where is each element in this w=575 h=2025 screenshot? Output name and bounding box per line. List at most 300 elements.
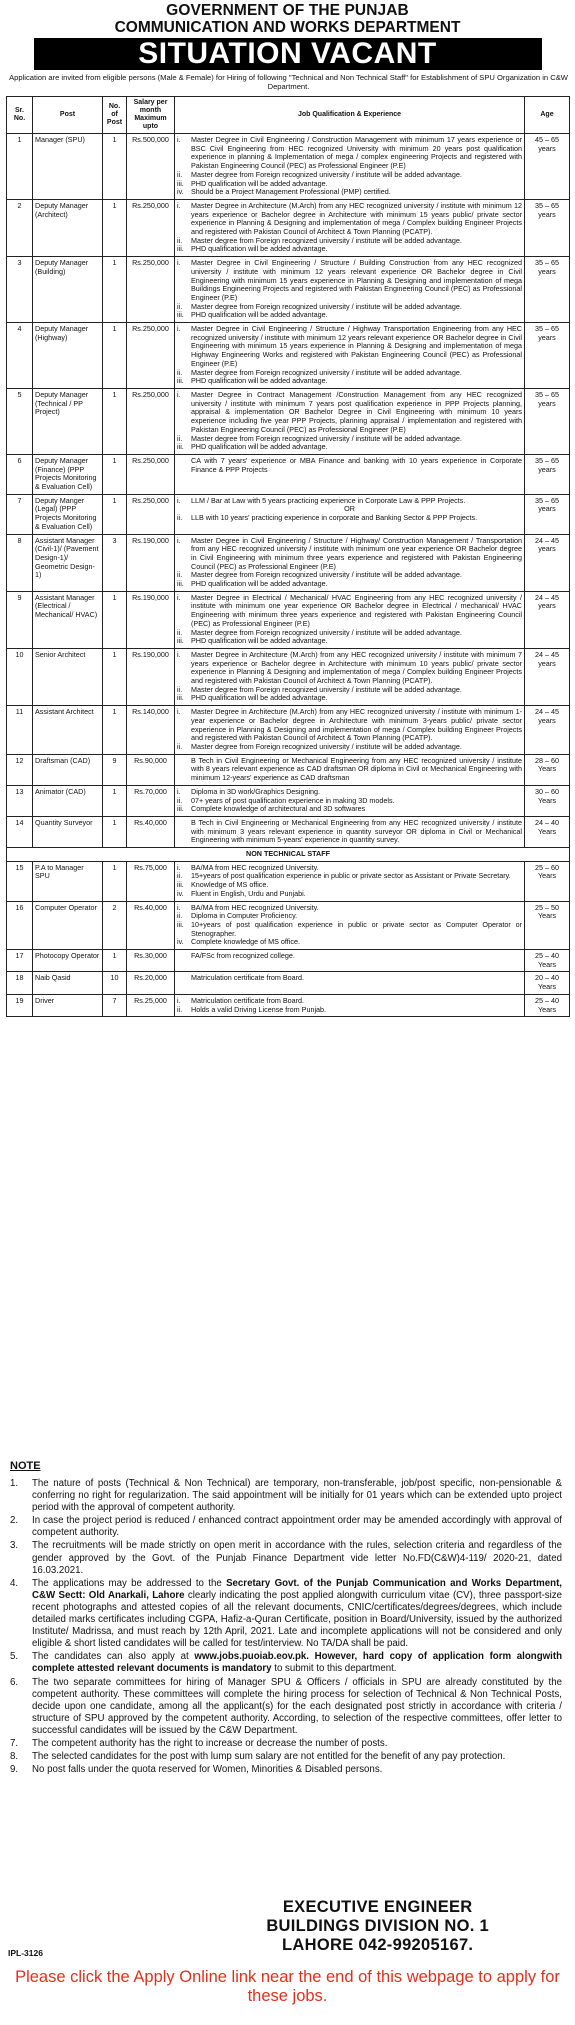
qualification-text: PHD qualification will be added advantage. — [191, 442, 328, 452]
note-item — [10, 1751, 562, 1763]
table-row — [7, 323, 570, 389]
qualification-text: Master degree from Foreign recognized university / institute will be added advantage. — [191, 570, 462, 580]
qualification-cell — [175, 534, 525, 591]
qualification-text: BA/MA from HEC recognized University. — [191, 902, 319, 912]
note-text: No post falls under the quota reserved for Women, Minorities & Disabled persons. — [32, 1764, 383, 1776]
note-text: The selected candidates for the post with lump sum salary are not entitled for the benefit of any pay protection. — [32, 1751, 506, 1763]
age-cell: 25 – 60 Years — [525, 861, 570, 901]
qualification-text: Master Degree in Civil Engineering / Structure / Building Construction from any HEC recognized university / institute with minimum 12 years relevant experience OR Bachelor degree in Civil Engineering with minimum 15 years experience in Planning & Designing and implementation of mega Buildings Engineering Projects and registered with Pakistan Engineering Council (PEC) as Professional Engineer (P.E) — [191, 258, 522, 302]
note-number: 8. — [10, 1751, 19, 1763]
note-number: 7. — [10, 1737, 19, 1749]
qualification-numeral: ii. — [177, 433, 183, 443]
qualification-numeral: ii. — [177, 169, 183, 179]
qualification-text: Master Degree in Civil Engineering / Structure / Highway Transportation Engineering from any HEC recognized university / institute with minimum 12 years relevant experience OR Bachelor degree in Civil Engineering with minimum 15 years experience in Planning & Designing and implementation of mega Highway Engineering Works and registered with Pakistan Engineering Council (PEC) as Professional Engineer (P.E) — [191, 324, 522, 368]
note-text-bold: www.jobs.puoiab.eov.pk. However, hard copy of application form alongwith complete attested relevant documents is mandatory — [32, 1651, 562, 1675]
qualification-text: Should be a Project Management Professional (PMP) certified. — [191, 187, 391, 197]
qualification-numeral: i. — [177, 200, 181, 210]
qualification-numeral: iii. — [177, 804, 184, 814]
qualification-cell — [175, 901, 525, 950]
qualification-item — [177, 202, 522, 237]
sr-no-cell: 7 — [7, 494, 33, 534]
qualification-numeral — [177, 819, 191, 845]
note-item — [10, 1764, 562, 1776]
qualification-numeral: iii. — [177, 244, 184, 254]
sr-no-cell: 15 — [7, 861, 33, 901]
qualification-text: LLB with 10 years' practicing experience in corporate and Banking Sector & PPP Projects. — [191, 513, 478, 523]
post-cell: Assistant Manager (Civil-1)/ (Pavement Design-1)/ Geometric Design-1) — [33, 534, 103, 591]
note-text-part: The applications may be addressed to the — [32, 1577, 227, 1589]
qualification-text: Matriculation certificate from Board. — [191, 995, 305, 1005]
signature-line-2: BUILDINGS DIVISION NO. 1 — [266, 1917, 489, 1935]
qualification-item — [177, 637, 522, 646]
table-row — [7, 648, 570, 705]
situation-vacant-banner: SITUATION VACANT — [34, 38, 542, 70]
qualification-text: Diploma in 3D work/Graphics Designing. — [191, 786, 321, 796]
table-row — [7, 591, 570, 648]
table-row — [7, 134, 570, 200]
note-text: The two separate committees for hiring of Manager SPU & Officers / officials in SPU are already constituted by the competent authority. These committees will complete the hiring process for selection of Technical & Non Technical Posts, decide upon one candidate, among all the applicant(s) for the each designated post strictly in accordance with criteria / structure of SPU approved by the competent authority. According, to selection of the respective committees, offer letter to successful candidates will be issued by the C&W Department. — [32, 1676, 562, 1736]
header-salary: Salary per month Maximum upto — [127, 97, 175, 134]
qualification-item — [177, 890, 522, 899]
qualification-item — [177, 136, 522, 171]
qualification-item — [177, 443, 522, 452]
qualification-item — [177, 259, 522, 303]
note-text — [32, 1578, 562, 1651]
salary-cell: Rs.25,000 — [127, 994, 175, 1016]
note-number: 6. — [10, 1676, 19, 1688]
qualification-numeral: ii. — [177, 742, 183, 751]
qualification-numeral: ii. — [177, 911, 183, 921]
qualification-item — [177, 819, 522, 845]
post-cell: Draftsman (CAD) — [33, 754, 103, 785]
intro-text: Application are invited from eligible persons (Male & Female) for Hiring of following "Technical and Non Technical Staff" for Establishment of SPU Organization in C&W Department. — [9, 73, 568, 91]
post-cell: Senior Architect — [33, 648, 103, 705]
qualification-item — [177, 974, 522, 983]
post-cell: Assistant Manager (Electrical / Mechanical/ HVAC) — [33, 591, 103, 648]
non-technical-label: NON TECHNICAL STAFF — [7, 848, 570, 862]
qualification-numeral: iii. — [177, 310, 184, 320]
qualification-text: Knowledge of MS office. — [191, 880, 269, 890]
age-cell: 35 – 65 years — [525, 388, 570, 454]
sr-no-cell: 11 — [7, 706, 33, 755]
qualification-cell — [175, 454, 525, 494]
sr-no-cell: 19 — [7, 994, 33, 1016]
no-of-post-cell: 1 — [103, 648, 127, 705]
qualification-text: CA with 7 years' experience or MBA Finance and banking with 10 years experience in Corporate Finance & PPP Projects — [191, 455, 522, 474]
qualification-item — [177, 921, 522, 938]
qualification-text: Master Degree in Architecture (M.Arch) from any HEC recognized university / institute with minimum 7 years experience or Bachelor degree in Architecture with minimum 10 years public/ private sector experience in Planning & Designing and implementation of mega / Complex building Engineer Projects and registered with Pakistan Council of Architect & Town Planning (PCATP). — [191, 649, 522, 686]
qualification-numeral: ii. — [177, 795, 183, 805]
age-cell: 24 – 45 years — [525, 706, 570, 755]
note-text: The recruitments will be made strictly on open merit in accordance with the rules, selection criteria and regardless of the gender approved by the Govt. of the Punjab Finance Department vide letter No.FD(C&W)4-119/ 2020-21, dated 16.03.2021. — [32, 1540, 562, 1576]
note-number: 4. — [10, 1577, 19, 1589]
post-cell: Naib Qasid — [33, 972, 103, 994]
post-cell: P.A to Manager SPU — [33, 861, 103, 901]
table-row — [7, 257, 570, 323]
note-text: The nature of posts (Technical & Non Technical) are temporary, non-transferable, job/post specific, non-pensionable & conferring no right for regularization. The said appointment will be initially for 01 years which can be extended upto project period with the approval of competent authority. — [32, 1478, 562, 1514]
qualification-text: Master Degree in Architecture (M.Arch) from any HEC recognized university / institute with minimum 1-year experience or Bachelor degree in Architecture with minimum 3-years public/ private sector experience in Planning & Designing and implementation of mega / Complex building Engineer Projects and registered with Pakistan Council of Architect & Town Planning (PCATP). — [191, 707, 522, 743]
qualification-cell — [175, 861, 525, 901]
table-row — [7, 861, 570, 901]
qualification-text: PHD qualification will be added advantage. — [191, 178, 328, 188]
sr-no-cell: 8 — [7, 534, 33, 591]
no-of-post-cell: 1 — [103, 323, 127, 389]
no-of-post-cell: 1 — [103, 785, 127, 816]
qualification-text: Master degree from Foreign recognized university / institute will be added advantage. — [191, 627, 462, 637]
qualification-cell — [175, 199, 525, 256]
sr-no-cell: 13 — [7, 785, 33, 816]
salary-cell: Rs.190,000 — [127, 591, 175, 648]
qualification-cell — [175, 388, 525, 454]
qualification-text: Master degree from Foreign recognized university / institute will be added advantage. — [191, 235, 462, 245]
note-number: 3. — [10, 1540, 19, 1552]
no-of-post-cell: 1 — [103, 861, 127, 901]
note-item — [10, 1738, 562, 1750]
age-cell: 24 – 40 Years — [525, 816, 570, 847]
note-item — [10, 1515, 562, 1539]
salary-cell: Rs.190,000 — [127, 648, 175, 705]
note-number: 5. — [10, 1651, 19, 1663]
qualification-numeral: i. — [177, 535, 181, 545]
post-cell: Deputy Manager (Architect) — [33, 199, 103, 256]
qualification-text: Master Degree in Contract Management /Construction Management from any HEC recognized university / institute with minimum 7 years post qualification experience in PPP Projects planning, appraisal & implementation OR Bachelor Degree in Civil Engineering with minimum 10 years experience including five year PPP Projects, planning appraisal / implementation and registered with Pakistan Engineering Council (PEC) as Professional Engineer (P.E) — [191, 389, 522, 434]
qualification-numeral: i. — [177, 135, 181, 144]
table-row — [7, 388, 570, 454]
note-number: 1. — [10, 1478, 19, 1489]
qualification-item — [177, 457, 522, 474]
qualification-cell — [175, 494, 525, 534]
post-cell: Deputy Manger (Legal) (PPP Projects Monitoring & Evaluation Cell) — [33, 494, 103, 534]
sr-no-cell: 2 — [7, 199, 33, 256]
sr-no-cell: 3 — [7, 257, 33, 323]
qualification-cell — [175, 648, 525, 705]
salary-cell: Rs.190,000 — [127, 534, 175, 591]
age-cell: 28 – 60 Years — [525, 754, 570, 785]
post-cell: Computer Operator — [33, 901, 103, 950]
qualification-text: PHD qualification will be added advantage. — [191, 636, 328, 646]
note-text: In case the project period is reduced / enhanced contract appointment order may be amended accordingly with approval of competent authority. — [32, 1515, 562, 1539]
header-post: Post — [33, 97, 103, 134]
qualification-numeral: iii. — [177, 442, 184, 452]
qualification-text: PHD qualification will be added advantage. — [191, 310, 328, 320]
qualification-text: Master degree from Foreign recognized university / institute will be added advantage. — [191, 433, 462, 443]
qualification-numeral — [177, 457, 191, 474]
qualification-text: BA/MA from HEC recognized University. — [191, 862, 319, 872]
qualification-cell — [175, 134, 525, 200]
qualification-text: FA/FSc from recognized college. — [191, 951, 295, 961]
qualification-text: Master degree from Foreign recognized university / institute will be added advantage. — [191, 684, 462, 694]
header-no-of-post: No. of Post — [103, 97, 127, 134]
qualification-text: 10+years of post qualification experience in public or private sector as Computer Operator or Stenographer. — [191, 919, 522, 938]
sr-no-cell: 6 — [7, 454, 33, 494]
salary-cell: Rs.70,000 — [127, 785, 175, 816]
non-technical-rows — [7, 861, 570, 1017]
no-of-post-cell: 1 — [103, 257, 127, 323]
table-row — [7, 785, 570, 816]
qualification-item — [177, 580, 522, 589]
sr-no-cell: 10 — [7, 648, 33, 705]
post-cell: Assistant Architect — [33, 706, 103, 755]
note-item — [10, 1651, 562, 1675]
qualification-numeral: ii. — [177, 513, 183, 523]
salary-cell: Rs.75,000 — [127, 861, 175, 901]
qualification-text: B Tech in Civil Engineering or Mechanical Engineering from any HEC recognized university / institute with minimum 3 years relevant experience in quantity surveyor OR diploma in Civil or Mechanical Engineering with minimum 5-years' experience in quantity survey. — [191, 817, 522, 845]
qualification-numeral — [177, 952, 191, 961]
note-heading: NOTE — [10, 1460, 41, 1472]
qualification-numeral: iii. — [177, 880, 184, 890]
sr-no-cell: 17 — [7, 950, 33, 972]
qualification-numeral: i. — [177, 786, 181, 796]
notes-list — [10, 1478, 562, 1777]
qualification-text: Fluent in English, Urdu and Punjabi. — [191, 888, 306, 898]
signature-line-1: EXECUTIVE ENGINEER — [282, 1898, 473, 1916]
table-row — [7, 494, 570, 534]
sr-no-cell: 9 — [7, 591, 33, 648]
qualification-text: Diploma in Computer Proficiency. — [191, 911, 298, 921]
qualification-text: Master Degree in Electrical / Mechanical/ HVAC Engineering from any HEC recognized university / institute with minimum one year experience OR Bachelor degree in Electrical / mechanical/ HVAC Engineering with minimum three years experience and registered with Pakistan Engineering Council (PEC) as Professional Engineer (P.E) — [191, 592, 522, 628]
note-text-part: to submit to this department. — [271, 1663, 397, 1675]
qualification-numeral — [177, 974, 191, 983]
qualification-item — [177, 757, 522, 783]
qualification-text: Master Degree in Civil Engineering / Construction Management with minimum 17 years experience or BSC Civil Engineering from HEC recognized University with minimum 20 years post qualification experience in planning & Implementation of mega / complex engineering Projects and registered with Pakistan Engineering Council (PEC) as Professional Engineer (P.E) — [191, 135, 522, 171]
header-sr: Sr. No. — [7, 97, 33, 134]
table-header-row — [7, 97, 570, 134]
qualification-text: Matriculation certificate from Board. — [191, 973, 305, 983]
age-cell: 30 – 60 Years — [525, 785, 570, 816]
no-of-post-cell: 10 — [103, 972, 127, 994]
header-line-2: COMMUNICATION AND WORKS DEPARTMENT — [114, 19, 461, 36]
age-cell: 24 – 45 years — [525, 648, 570, 705]
table-row — [7, 994, 570, 1016]
salary-cell: Rs.40,000 — [127, 901, 175, 950]
post-cell: Deputy Manager (Building) — [33, 257, 103, 323]
qualification-item — [177, 188, 522, 197]
qualification-item — [177, 938, 522, 947]
table-row — [7, 901, 570, 950]
qualification-numeral: iii. — [177, 376, 184, 386]
qualification-numeral: ii. — [177, 684, 183, 694]
ipl-number: IPL-3126 — [8, 1948, 43, 1958]
qualification-item — [177, 325, 522, 369]
qualification-item — [177, 805, 522, 814]
qualification-text: Holds a valid Driving License from Punjab. — [191, 1004, 327, 1014]
no-of-post-cell: 1 — [103, 134, 127, 200]
qualification-numeral: i. — [177, 649, 181, 659]
qualification-text: PHD qualification will be added advantage. — [191, 579, 328, 589]
post-cell: Photocopy Operator — [33, 950, 103, 972]
age-cell: 25 – 50 Years — [525, 901, 570, 950]
qualification-cell — [175, 754, 525, 785]
qualification-numeral: iii. — [177, 579, 184, 589]
qualification-item — [177, 391, 522, 435]
age-cell: 35 – 65 years — [525, 494, 570, 534]
vacancy-table — [6, 96, 570, 1017]
age-cell: 25 – 40 Years — [525, 994, 570, 1016]
note-text-bold: Secretary Govt. of the Punjab Communication and Works Department, C&W Sectt: Old Anarkali, Lahore — [32, 1577, 562, 1601]
age-cell: 24 – 45 years — [525, 534, 570, 591]
qualification-numeral: i. — [177, 258, 181, 268]
no-of-post-cell: 1 — [103, 199, 127, 256]
qualification-text: Complete knowledge of MS office. — [191, 937, 300, 947]
note-item — [10, 1478, 562, 1514]
qualification-numeral: ii. — [177, 367, 183, 377]
header-qualification: Job Qualification & Experience — [175, 97, 525, 134]
qualification-cell — [175, 816, 525, 847]
qualification-numeral: ii. — [177, 627, 183, 637]
qualification-numeral: i. — [177, 389, 181, 399]
qualification-text: Master Degree in Civil Engineering / Structure / Highway/ Construction Management / Transportation from any HEC recognized university / institute with minimum one year experience OR Bachelor degree in Civil Engineering with minimum three years experience and registered with Pakistan Engineering Council (PEC) as Professional Engineer (P.E) — [191, 535, 522, 571]
qualification-item — [177, 1006, 522, 1015]
age-cell: 24 – 45 years — [525, 591, 570, 648]
qualification-numeral: ii. — [177, 235, 183, 245]
qualification-text: Complete knowledge of architectural and 3D softwares — [191, 804, 366, 814]
age-cell: 35 – 65 years — [525, 323, 570, 389]
post-cell: Quantity Surveyor — [33, 816, 103, 847]
qualification-text: Master degree from Foreign recognized university / institute will be added advantage. — [191, 169, 462, 179]
qualification-text: Master Degree in Architecture (M.Arch) from any HEC recognized university / institute with minimum 12 years experience or Bachelor degree in Architecture with minimum 15 years public/ private sector experience in Planning & Designing and implementation of mega / Complex building Engineer Projects and registered with Pakistan Council of Architect & Town Planning (PCATP). — [191, 200, 522, 237]
qualification-text: Master degree from Foreign recognized university / institute will be added advantage. — [191, 301, 462, 311]
signature-line-3: LAHORE 042-99205167. — [282, 1936, 474, 1954]
qualification-text: PHD qualification will be added advantage. — [191, 244, 328, 254]
table-row — [7, 754, 570, 785]
note-text: The competent authority has the right to increase or decrease the number of posts. — [32, 1737, 388, 1749]
qualification-item — [177, 708, 522, 743]
note-text — [32, 1651, 562, 1675]
qualification-item — [177, 537, 522, 572]
qualification-numeral: iv. — [177, 187, 184, 197]
qualification-item — [177, 514, 522, 523]
table-row — [7, 199, 570, 256]
age-cell: 35 – 65 years — [525, 454, 570, 494]
note-text-part: The candidates can also apply at — [32, 1651, 195, 1663]
salary-cell: Rs.500,000 — [127, 134, 175, 200]
salary-cell: Rs.250,000 — [127, 388, 175, 454]
post-cell: Manager (SPU) — [33, 134, 103, 200]
qualification-cell — [175, 706, 525, 755]
table-row — [7, 950, 570, 972]
qualification-text: Master degree from Foreign recognized university / institute will be added advantage. — [191, 367, 462, 377]
qualification-cell — [175, 257, 525, 323]
age-cell: 25 – 40 Years — [525, 950, 570, 972]
qualification-cell — [175, 323, 525, 389]
header-age: Age — [525, 97, 570, 134]
qualification-numeral: iii. — [177, 919, 184, 929]
header — [0, 0, 575, 91]
no-of-post-cell: 7 — [103, 994, 127, 1016]
post-cell: Animator (CAD) — [33, 785, 103, 816]
qualification-cell — [175, 785, 525, 816]
table-row — [7, 534, 570, 591]
note-item — [10, 1578, 562, 1651]
no-of-post-cell: 2 — [103, 901, 127, 950]
qualification-text: B Tech in Civil Engineering or Mechanical Engineering from any HEC recognized university / institute with 8 years relevant experience as CAD draftsman OR diploma in Civil or Mechanical Engineering with minimum 12-years' experience as CAD draftsman — [191, 755, 522, 783]
qualification-item — [177, 694, 522, 703]
qualification-cell — [175, 591, 525, 648]
salary-cell: Rs.250,000 — [127, 199, 175, 256]
qualification-numeral: iii. — [177, 636, 184, 646]
salary-cell: Rs.250,000 — [127, 257, 175, 323]
salary-cell: Rs.40,000 — [127, 816, 175, 847]
sr-no-cell: 1 — [7, 134, 33, 200]
salary-cell: Rs.250,000 — [127, 494, 175, 534]
salary-cell: Rs.250,000 — [127, 454, 175, 494]
qualification-numeral: i. — [177, 495, 181, 505]
post-cell: Driver — [33, 994, 103, 1016]
apply-online-text[interactable]: Please click the Apply Online link near the end of this webpage to apply for these jobs. — [15, 1968, 560, 2005]
no-of-post-cell: 3 — [103, 534, 127, 591]
technical-rows — [7, 134, 570, 848]
sr-no-cell: 16 — [7, 901, 33, 950]
sr-no-cell: 5 — [7, 388, 33, 454]
qualification-numeral: ii. — [177, 301, 183, 311]
qualification-numeral: i. — [177, 324, 181, 334]
qualification-numeral — [177, 757, 191, 783]
no-of-post-cell: 1 — [103, 591, 127, 648]
sr-no-cell: 14 — [7, 816, 33, 847]
no-of-post-cell: 1 — [103, 816, 127, 847]
salary-cell: Rs.250,000 — [127, 323, 175, 389]
age-cell: 20 – 40 Years — [525, 972, 570, 994]
age-cell: 45 – 65 years — [525, 134, 570, 200]
salary-cell: Rs.30,000 — [127, 950, 175, 972]
age-cell: 35 – 65 years — [525, 199, 570, 256]
qualification-numeral: i. — [177, 707, 181, 717]
qualification-numeral: i. — [177, 592, 181, 602]
no-of-post-cell: 1 — [103, 494, 127, 534]
salary-cell: Rs.20,000 — [127, 972, 175, 994]
qualification-numeral: i. — [177, 862, 181, 872]
qualification-item — [177, 594, 522, 629]
no-of-post-cell: 1 — [103, 454, 127, 494]
table-row — [7, 816, 570, 847]
qualification-item — [177, 245, 522, 254]
qualification-numeral: ii. — [177, 570, 183, 580]
note-number: 2. — [10, 1515, 19, 1527]
qualification-item — [177, 377, 522, 386]
qualification-numeral: iv. — [177, 888, 184, 898]
post-cell: Deputy Manager (Highway) — [33, 323, 103, 389]
qualification-cell — [175, 972, 525, 994]
age-cell: 35 – 65 years — [525, 257, 570, 323]
qualification-text: 15+years of post qualification experience in public or private sector as Assistant or Private Secretary. — [191, 871, 511, 881]
qualification-text: PHD qualification will be added advantage. — [191, 376, 328, 386]
table-row — [7, 454, 570, 494]
qualification-item: OR — [344, 504, 355, 514]
non-technical-section — [7, 848, 570, 862]
table-row — [7, 972, 570, 994]
qualification-text: Master degree from Foreign recognized university / institute will be added advantage. — [191, 742, 462, 751]
header-line-1: GOVERNMENT OF THE PUNJAB — [166, 2, 409, 19]
no-of-post-cell: 1 — [103, 388, 127, 454]
qualification-text: LLM / Bar at Law with 5 years practicing experience in Corporate Law & PPP Projects. — [191, 495, 466, 505]
qualification-numeral: iii. — [177, 178, 184, 188]
sr-no-cell: 4 — [7, 323, 33, 389]
qualification-item — [177, 743, 522, 752]
qualification-item — [177, 311, 522, 320]
qualification-cell — [175, 950, 525, 972]
qualification-item — [177, 952, 522, 961]
post-cell: Deputy Manager (Finance) (PPP Projects Monitoring & Evaluation Cell) — [33, 454, 103, 494]
qualification-cell — [175, 994, 525, 1016]
note-number: 9. — [10, 1764, 19, 1776]
note-item — [10, 1540, 562, 1576]
no-of-post-cell: 1 — [103, 950, 127, 972]
signature-block — [266, 1898, 489, 1955]
no-of-post-cell: 1 — [103, 706, 127, 755]
post-cell: Deputy Manager (Technical / PP Project) — [33, 388, 103, 454]
qualification-numeral: ii. — [177, 1004, 183, 1014]
qualification-item — [177, 651, 522, 686]
